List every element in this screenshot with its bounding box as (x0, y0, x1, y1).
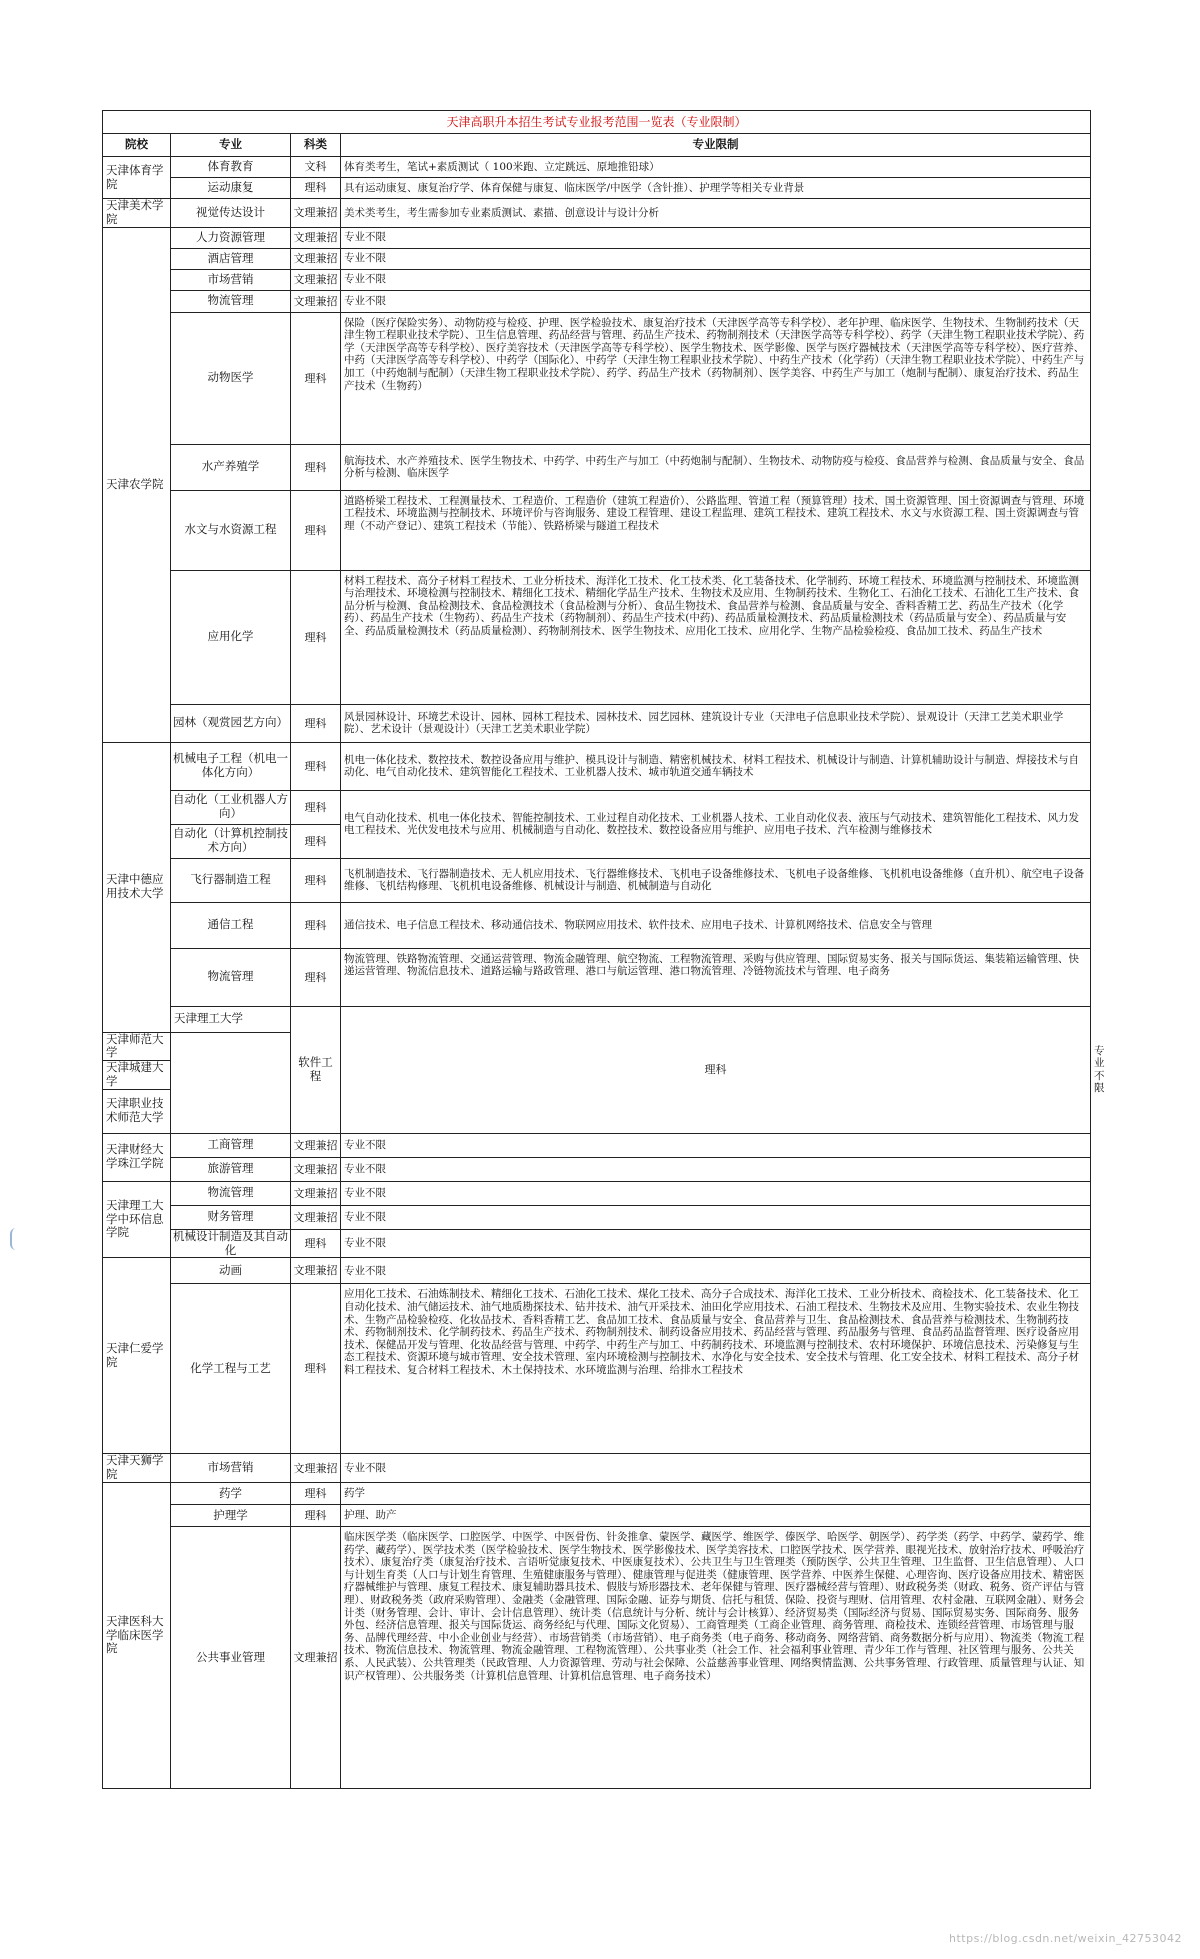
category-cell: 理科 (291, 824, 341, 858)
margin-edit-marker (10, 1228, 16, 1250)
major-cell: 软件工程 (291, 1006, 341, 1133)
major-cell: 物流管理 (171, 1181, 291, 1205)
limit-cell: 专业不限 (341, 1454, 1091, 1483)
major-cell: 水文与水资源工程 (171, 490, 291, 570)
school-cell: 天津财经大学珠江学院 (103, 1133, 171, 1181)
limit-cell: 风景园林设计、环境艺术设计、园林、园林工程技术、园林技术、园艺园林、建筑设计专业（天津电子信息职业技术学院）、景观设计（天津工艺美术职业学院）、艺术设计（景观设计）（天津工艺美术职业学院） (341, 704, 1091, 742)
school-cell: 天津美术学院 (103, 199, 171, 228)
major-cell: 通信工程 (171, 902, 291, 948)
admission-table (102, 110, 1105, 1789)
school-cell: 天津理工大学中环信息学院 (103, 1181, 171, 1258)
school-cell: 天津职业技术师范大学 (103, 1089, 171, 1133)
watermark-url: https://blog.csdn.net/weixin_42753042 (948, 1932, 1182, 1945)
table-row (103, 444, 1091, 490)
limit-cell: 专业不限 (341, 248, 1091, 269)
school-cell: 天津天狮学院 (103, 1454, 171, 1483)
category-cell: 理科 (291, 742, 341, 790)
school-cell: 天津仁爱学院 (103, 1258, 171, 1454)
major-cell: 公共事业管理 (171, 1526, 291, 1788)
table-row (103, 157, 1091, 178)
header-limit: 专业限制 (341, 134, 1091, 157)
major-cell: 人力资源管理 (171, 227, 291, 248)
major-cell: 动画 (171, 1258, 291, 1284)
category-cell: 文科 (291, 157, 341, 178)
limit-cell: 体育类考生，笔试+素质测试（ 100米跑、立定跳远、原地推铅球） (341, 157, 1091, 178)
category-cell: 理科 (291, 1229, 341, 1258)
table-title: 天津高职升本招生考试专业报考范围一览表（专业限制） (103, 111, 1091, 134)
major-cell: 酒店管理 (171, 248, 291, 269)
category-cell: 理科 (341, 1006, 1091, 1133)
table-row (103, 269, 1091, 290)
category-cell: 文理兼招 (291, 290, 341, 312)
major-cell: 视觉传达设计 (171, 199, 291, 228)
major-cell: 药学 (171, 1482, 291, 1504)
limit-cell: 专业不限 (341, 1157, 1091, 1181)
limit-cell: 美术类考生，考生需参加专业素质测试、素描、创意设计与设计分析 (341, 199, 1091, 228)
major-cell: 工商管理 (171, 1133, 291, 1157)
limit-cell: 专业不限 (341, 1205, 1091, 1229)
limit-cell: 专业不限 (341, 227, 1091, 248)
major-cell: 自动化（计算机控制技术方向） (171, 824, 291, 858)
table-row (103, 1157, 1091, 1181)
category-cell: 理科 (291, 948, 341, 1006)
major-cell: 物流管理 (171, 290, 291, 312)
limit-cell: 临床医学类（临床医学、口腔医学、中医学、中医骨伤、针灸推拿、蒙医学、藏医学、维医学、傣医学、哈医学、朝医学）、药学类（药学、中药学、蒙药学、维药学、藏药学）、医学技术类（医学检验技术、医学生物技术、医学影像技术、医学美容技术、口腔医学技术、医学营养、眼视光技术、放射治疗技术、呼吸治疗技术）、康复治疗类（康复治疗技术、言语听觉康复技术、中医康复技术）、公共卫生与卫生管理类（预防医学、公共卫生管理、卫生监督、卫生信息管理）、人口与计划生育类（人口与计划生育管理、生殖健康服务与管理）、健康管理与促进类（健康管理、医学营养、中医养生保健、心理咨询、医疗设备应用技术、精密医疗器械维护与管理、康复工程技术、康复辅助器具技术、假肢与矫形器技术、老年保健与管理、医疗器械经营与管理）、财政税务类（财政、税务、资产评估与管理）、财政税务类（政府采购管理）、金融类（金融管理、国际金融、证券与期货、信托与租赁、保险、投资与理财、信用管理、农村金融、互联网金融）、财务会计类（财务管理、会计、审计、会计信息管理）、统计类（信息统计与分析、统计与会计核算）、经济贸易类（国际经济与贸易、国际贸易实务、国际商务、服务外包、经济信息管理、报关与国际货运、商务经纪与代理、国际文化贸易）、工商管理类（工商企业管理、商务管理、商检技术、连锁经营管理、市场管理与服务、品牌代理经营、中小企业创业与经营）、市场营销类（市场营销）、电子商务类（电子商务、移动商务、网络营销、商务数据分析与应用）、物流类（物流工程技术、物流信息技术、物流管理、物流金融管理、工程物流管理）、公共事业类（社会工作、社会福利事业管理、青少年工作与管理、社区管理与服务、公共关系、人民武装）、公共管理类（民政管理、人力资源管理、劳动与社会保障、公益慈善事业管理、网络舆情监测、公共事务管理、行政管理、质量管理与认证、知识产权管理）、公共服务类（计算机信息管理、计算机信息管理、电子商务技术） (341, 1526, 1091, 1788)
header-row (103, 134, 1091, 157)
major-cell: 市场营销 (171, 1454, 291, 1483)
table-row (103, 1205, 1091, 1229)
major-cell: 应用化学 (171, 570, 291, 704)
table-row (103, 1133, 1091, 1157)
table-row (103, 570, 1091, 704)
limit-cell: 保险（医疗保险实务）、动物防疫与检疫、护理、医学检验技术、康复治疗技术（天津医学高等专科学校）、老年护理、临床医学、生物技术、生物制药技术（天津生物工程职业技术学院）、卫生信息管理、药品经营与管理、药品生产技术、药物制剂技术（天津医学高等专科学校）、药学（天津生物工程职业技术学院）、药学（天津医学高等专科学校）、医疗美容技术（天津医学高等专科学校）、医学生物技术、医学影像、医学与医疗器械技术（天津医学高等专科学校）、医疗营养、中药（天津医学高等专科学校）、中药学（国际化）、中药学（天津生物工程职业技术学院）、中药生产技术（化学药）（天津生物工程职业技术学院）、中药生产与加工（中药炮制与配制）（天津生物工程职业技术学院）、药学、药品生产技术（药物制剂）、医学美容、中药生产与加工（炮制与配制）、康复治疗技术、药品生产技术（生物药） (341, 312, 1091, 444)
table-row (103, 1181, 1091, 1205)
category-cell: 理科 (291, 902, 341, 948)
table-row (103, 1454, 1091, 1483)
table-row (103, 704, 1091, 742)
major-cell: 物流管理 (171, 948, 291, 1006)
category-cell: 文理兼招 (291, 1454, 341, 1483)
limit-cell: 电气自动化技术、机电一体化技术、智能控制技术、工业过程自动化技术、工业机器人技术、工业自动化仪表、液压与气动技术、建筑智能化工程技术、风力发电工程技术、光伏发电技术与应用、机械制造与自动化、数控技术、数控设备应用与维护、应用电子技术、汽车检测与维修技术 (341, 790, 1091, 858)
school-cell: 天津体育学院 (103, 157, 171, 199)
category-cell: 文理兼招 (291, 1157, 341, 1181)
table-row (103, 1229, 1091, 1258)
limit-cell: 专业不限 (341, 1258, 1091, 1284)
category-cell: 理科 (291, 1504, 341, 1526)
table-row (103, 1258, 1091, 1284)
limit-cell: 具有运动康复、康复治疗学、体育保健与康复、临床医学/中医学（含针推）、护理学等相关专业背景 (341, 178, 1091, 199)
major-cell: 园林（观赏园艺方向） (171, 704, 291, 742)
school-cell: 天津城建大学 (103, 1061, 171, 1090)
limit-cell: 应用化工技术、石油炼制技术、精细化工技术、石油化工技术、煤化工技术、高分子合成技术、海洋化工技术、工业分析技术、商检技术、化工装备技术、化工自动化技术、油气储运技术、油气地质勘探技术、钻井技术、油气开采技术、油田化学应用技术、石油工程技术、生物技术及应用、生物实验技术、农业生物技术、生物产品检验检疫、化妆品技术、香料香精工艺、食品加工技术、食品质量与安全、食品营养与卫生、食品检测技术、食品营养与检测技术、生物制药技术、药物制剂技术、化学制药技术、药品生产技术、药物制剂技术、制药设备应用技术、药品经营与管理、药品服务与管理、食品药品监督管理、医疗设备应用技术、保健品开发与管理、化妆品经营与管理、中药学、中药生产与加工、中药制药技术、环境监测与控制技术、农村环境保护、环境信息技术、污染修复与生态工程技术、资源环境与城市管理、安全技术管理、室内环境检测与控制技术、水净化与安全技术、安全技术与管理、化工安全技术、材料工程技术、高分子材料工程技术、复合材料工程技术、木土保持技术、水环境监测与治理、给排水工程技术 (341, 1284, 1091, 1454)
major-cell: 机械设计制造及其自动化 (171, 1229, 291, 1258)
major-cell: 化学工程与工艺 (171, 1284, 291, 1454)
table-row (103, 178, 1091, 199)
category-cell: 文理兼招 (291, 1526, 341, 1788)
major-cell: 自动化（工业机器人方向） (171, 790, 291, 824)
school-cell: 天津农学院 (103, 227, 171, 742)
major-cell: 动物医学 (171, 312, 291, 444)
category-cell: 文理兼招 (291, 248, 341, 269)
table-row (103, 290, 1091, 312)
school-cell: 天津中德应用技术大学 (103, 742, 171, 1032)
table-row (103, 490, 1091, 570)
category-cell: 理科 (291, 570, 341, 704)
category-cell: 文理兼招 (291, 1181, 341, 1205)
limit-cell: 机电一体化技术、数控技术、数控设备应用与维护、模具设计与制造、精密机械技术、材料工程技术、机械设计与制造、计算机辅助设计与制造、焊接技术与自动化、电气自动化技术、建筑智能化工程技术、工业机器人技术、城市轨道交通车辆技术 (341, 742, 1091, 790)
table-row: 天津理工大学 软件工程 理科 专业不限 (103, 1006, 1091, 1032)
limit-cell: 道路桥梁工程技术、工程测量技术、工程造价、工程造价（建筑工程造价）、公路监理、管道工程（预算管理）技术、国土资源管理、国土资源调查与管理、环境工程技术、环境监测与控制技术、环境评价与咨询服务、建设工程管理、建设工程监理、建筑工程技术、建筑工程技术、水文与水资源工程、国土资源调查与管理（不动产登记）、建筑工程技术（节能）、铁路桥梁与隧道工程技术 (341, 490, 1091, 570)
limit-cell: 专业不限 (341, 1229, 1091, 1258)
limit-cell: 专业不限 (341, 1181, 1091, 1205)
category-cell: 理科 (291, 1284, 341, 1454)
table-row (103, 948, 1091, 1006)
category-cell: 文理兼招 (291, 199, 341, 228)
major-cell: 飞行器制造工程 (171, 858, 291, 902)
category-cell: 文理兼招 (291, 1133, 341, 1157)
header-school: 院校 (103, 134, 171, 157)
category-cell: 理科 (291, 444, 341, 490)
major-cell: 护理学 (171, 1504, 291, 1526)
limit-cell: 专业不限 (341, 269, 1091, 290)
category-cell: 理科 (291, 178, 341, 199)
table-row (103, 1284, 1091, 1454)
limit-cell: 通信技术、电子信息工程技术、移动通信技术、物联网应用技术、软件技术、应用电子技术、计算机网络技术、信息安全与管理 (341, 902, 1091, 948)
major-cell: 旅游管理 (171, 1157, 291, 1181)
major-cell: 运动康复 (171, 178, 291, 199)
table-row (103, 248, 1091, 269)
table-row (103, 858, 1091, 902)
major-cell: 机械电子工程（机电一体化方向） (171, 742, 291, 790)
table-row (103, 312, 1091, 444)
category-cell: 理科 (291, 312, 341, 444)
limit-cell: 材料工程技术、高分子材料工程技术、工业分析技术、海洋化工技术、化工技术类、化工装备技术、化学制药、环境工程技术、环境监测与控制技术、环境监测与治理技术、环境检测与控制技术、精细化工技术、精细化学品生产技术、生物技术及应用、生物制药技术、生物化工、石油化工技术、石油化工生产技术、食品分析与检测、食品检测技术、食品检测技术（食品检测与分析）、食品生物技术、食品营养与检测、食品质量与安全、香料香精工艺、药品生产技术（化学药）、药品生产技术（生物药）、药品生产技术（药物制剂）、药品生产技术(中药)、药品质量检测技术、药品质量检测技术（药品质量与安全）、药品质量与安全、药品质量检测技术（药品质量检测）、药物制剂技术、医学生物技术、应用化工技术、应用化学、生物产品检验检疫、食品加工技术、药品生产技术 (341, 570, 1091, 704)
limit-cell: 飞机制造技术、飞行器制造技术、无人机应用技术、飞行器维修技术、飞机电子设备维修技术、飞机电子设备维修、飞机机电设备维修（直升机）、航空电子设备维修、飞机结构修理、飞机机电设备维修、机械设计与制造、机械制造与自动化 (341, 858, 1091, 902)
table-row (103, 902, 1091, 948)
table-row (103, 790, 1091, 824)
category-cell: 文理兼招 (291, 1258, 341, 1284)
category-cell: 理科 (291, 704, 341, 742)
header-major: 专业 (171, 134, 291, 157)
admission-table-sheet (102, 110, 1105, 1789)
major-cell: 水产养殖学 (171, 444, 291, 490)
title-row (103, 111, 1091, 134)
category-cell: 文理兼招 (291, 1205, 341, 1229)
category-cell: 理科 (291, 858, 341, 902)
limit-cell: 航海技术、水产养殖技术、医学生物技术、中药学、中药生产与加工（中药炮制与配制）、生物技术、动物防疫与检疫、食品营养与检测、食品质量与安全、食品分析与检测、临床医学 (341, 444, 1091, 490)
limit-cell: 专业不限 (341, 290, 1091, 312)
school-cell: 天津医科大学临床医学院 (103, 1482, 171, 1788)
table-row (103, 1482, 1091, 1504)
limit-cell: 药学 (341, 1482, 1091, 1504)
table-row (103, 1504, 1091, 1526)
table-row (103, 199, 1091, 228)
category-cell: 理科 (291, 1482, 341, 1504)
header-category: 科类 (291, 134, 341, 157)
table-row (103, 742, 1091, 790)
major-cell: 财务管理 (171, 1205, 291, 1229)
major-cell: 市场营销 (171, 269, 291, 290)
limit-cell: 专业不限 (341, 1133, 1091, 1157)
category-cell: 文理兼招 (291, 227, 341, 248)
major-cell: 体育教育 (171, 157, 291, 178)
category-cell: 文理兼招 (291, 269, 341, 290)
table-row (103, 227, 1091, 248)
school-cell: 天津理工大学 (171, 1006, 291, 1032)
limit-cell: 物流管理、铁路物流管理、交通运营管理、物流金融管理、航空物流、工程物流管理、采购与供应管理、国际贸易实务、报关与国际货运、集装箱运输管理、快递运营管理、物流信息技术、道路运输与路政管理、港口与航运管理、港口物流管理、冷链物流技术与管理、电子商务 (341, 948, 1091, 1006)
limit-cell: 护理、助产 (341, 1504, 1091, 1526)
school-cell: 天津师范大学 (103, 1032, 171, 1061)
category-cell: 理科 (291, 490, 341, 570)
table-row (103, 1526, 1091, 1788)
category-cell: 理科 (291, 790, 341, 824)
